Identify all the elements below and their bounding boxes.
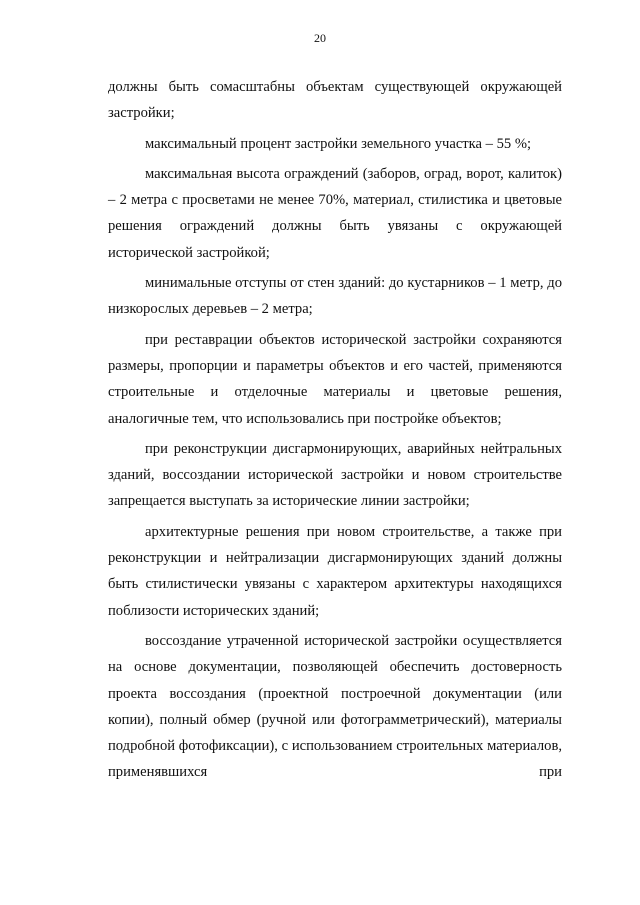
- paragraph-7: архитектурные решения при новом строительстве, а также при реконструкции и нейтрализации дисгармонирующих зданий должны быть стилистически увязаны с характером архитектуры находящихся поблизости исторических зданий;: [108, 523, 562, 619]
- paragraph-8: воссоздание утраченной исторической застройки осуществляется на основе документации, позволяющей обеспечить достоверность проекта воссоздания (проектной построечной документации (или копии), полный обмер (ручной или фотограмметрический), материалы подробной фотофиксации), с использованием строительных материалов, применявшихся при: [108, 632, 562, 781]
- body-text: [108, 74, 562, 786]
- paragraph-3: максимальная высота ограждений (заборов, оград, ворот, калиток) – 2 метра с просветами не менее 70%, материал, стилистика и цветовые решения ограждений должны быть увязаны с окружающей исторической застройкой;: [108, 165, 562, 261]
- paragraph-6: при реконструкции дисгармонирующих, аварийных нейтральных зданий, воссоздании исторической застройки и новом строительстве запрещается выступать за исторические линии застройки;: [108, 440, 562, 510]
- paragraph-1: должны быть сомасштабны объектам существующей окружающей застройки;: [108, 79, 562, 122]
- paragraph-2: максимальный процент застройки земельного участка – 55 %;: [145, 135, 532, 152]
- paragraph-4: минимальные отступы от стен зданий: до кустарников – 1 метр, до низкорослых деревьев – 2 метра;: [108, 275, 562, 318]
- page-number: 20: [314, 31, 326, 45]
- paragraph-5: при реставрации объектов исторической застройки сохраняются размеры, пропорции и параметры объектов и его частей, применяются строительные и отделочные материалы и цветовые решения, аналогичные тем, что использовались при постройке объектов;: [108, 331, 562, 427]
